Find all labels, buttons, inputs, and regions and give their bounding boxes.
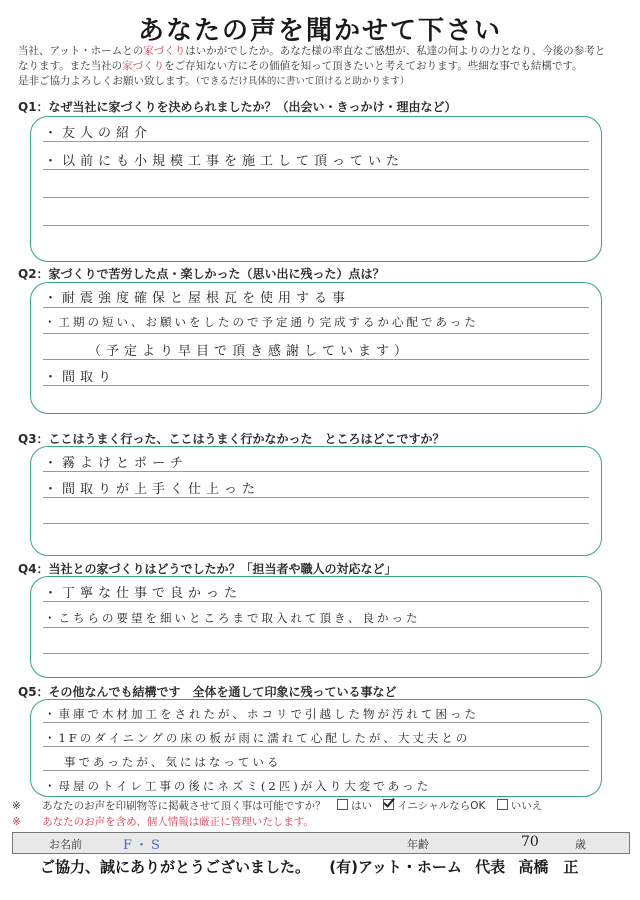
age-value: 70 [521, 834, 539, 850]
age-label: 年齢 [407, 838, 429, 851]
answer-5-2: ・1Fのダイニングの床の板が雨に濡れて心配したが、大丈夫との [44, 731, 471, 745]
answer-2-1: ・耐震強度確保と屋根瓦を使用する事 [44, 291, 351, 306]
option-initial-label: イニシャルならOK [397, 800, 486, 812]
answer-2-3: （予定より早目で頂き感謝しています） [88, 344, 413, 359]
thanks-text: ご協力、誠にありがとうございました。 [40, 858, 311, 876]
company-name: (有)アット・ホーム [329, 858, 462, 876]
question-1-label: Q1：なぜ当社に家づくりを決められましたか？（出会い・きっかけ・理由など） [18, 100, 457, 114]
answer-2-4: ・間取り [44, 370, 117, 385]
consent-section: ※ あなたのお声を印刷物等に掲載させて頂く事は可能ですか？ はい イニシャルならOK いいえ ※ あなたのお声を含め、個人情報は厳正に管理いたします。 [12, 800, 543, 828]
rep-label: 代表 [475, 858, 506, 876]
privacy-notice: あなたのお声を含め、個人情報は厳正に管理いたします。 [42, 816, 314, 828]
answer-3-2: ・間取りが上手く仕上った [44, 482, 261, 497]
answer-1-1: ・友人の紹介 [44, 126, 153, 141]
answer-5-1: ・車庫で木材加工をされたが、ホコリで引越した物が汚れて困った [44, 707, 479, 721]
intro-text: 当社、アット・ホームとの家づくりはいかがでしたか。あなた様の率直なご感想が、私達の何よりの力となり、今後の参考と なります。また当社の家づくりをご存知ない方にその価値を知って頂きたいと考えております。些細な事でも結構です。 是非ご協力よろしくお願い致します。（できるだけ具体的に書いて頂けると助かります） [18, 45, 606, 87]
option-yes-checkbox[interactable] [337, 799, 348, 810]
question-2-label: Q2：家づくりで苦労した点・楽しかった（思い出に残った）点は？ [18, 267, 385, 281]
name-label: お名前 [49, 838, 82, 851]
option-no-label: いいえ [510, 800, 543, 812]
answer-2-2: ・工期の短い、お願いをしたので予定通り完成するか心配であった [44, 315, 479, 329]
answer-4-2: ・こちらの要望を細いところまで取入れて頂き、良かった [44, 611, 421, 625]
footer [40, 856, 578, 877]
answer-4-1: ・丁寧な仕事で良かった [44, 586, 243, 601]
age-unit: 歳 [575, 838, 586, 851]
option-yes-label: はい [351, 800, 372, 812]
answer-3-1: ・霧よけとポーチ [44, 456, 189, 471]
option-initial-checkbox[interactable] [383, 799, 394, 810]
answer-1-2: ・以前にも小規模工事を施工して頂っていた [44, 154, 405, 169]
rep-name: 高橋 正 [518, 858, 579, 876]
name-value: F・S [123, 838, 163, 853]
answer-5-3: 事であったが、気にはなっている [64, 755, 282, 769]
name-age-bar [12, 832, 630, 854]
option-no-checkbox[interactable] [497, 799, 508, 810]
consent-question: あなたのお声を印刷物等に掲載させて頂く事は可能ですか？ [42, 800, 326, 812]
question-5-label: Q5：その他なんでも結構です 全体を通して印象に残っている事など [18, 685, 397, 699]
answer-5-4: ・母屋のトイレ工事の後にネズミ(2匹)が入り大変であった [44, 779, 432, 793]
question-3-label: Q3：ここはうまく行った、ここはうまく行かなかった ところはどこですか？ [18, 432, 445, 446]
question-4-label: Q4：当社との家づくりはどうでしたか？「担当者や職人の対応など」 [18, 562, 397, 576]
page-title: あなたの声を聞かせて下さい [137, 16, 502, 46]
